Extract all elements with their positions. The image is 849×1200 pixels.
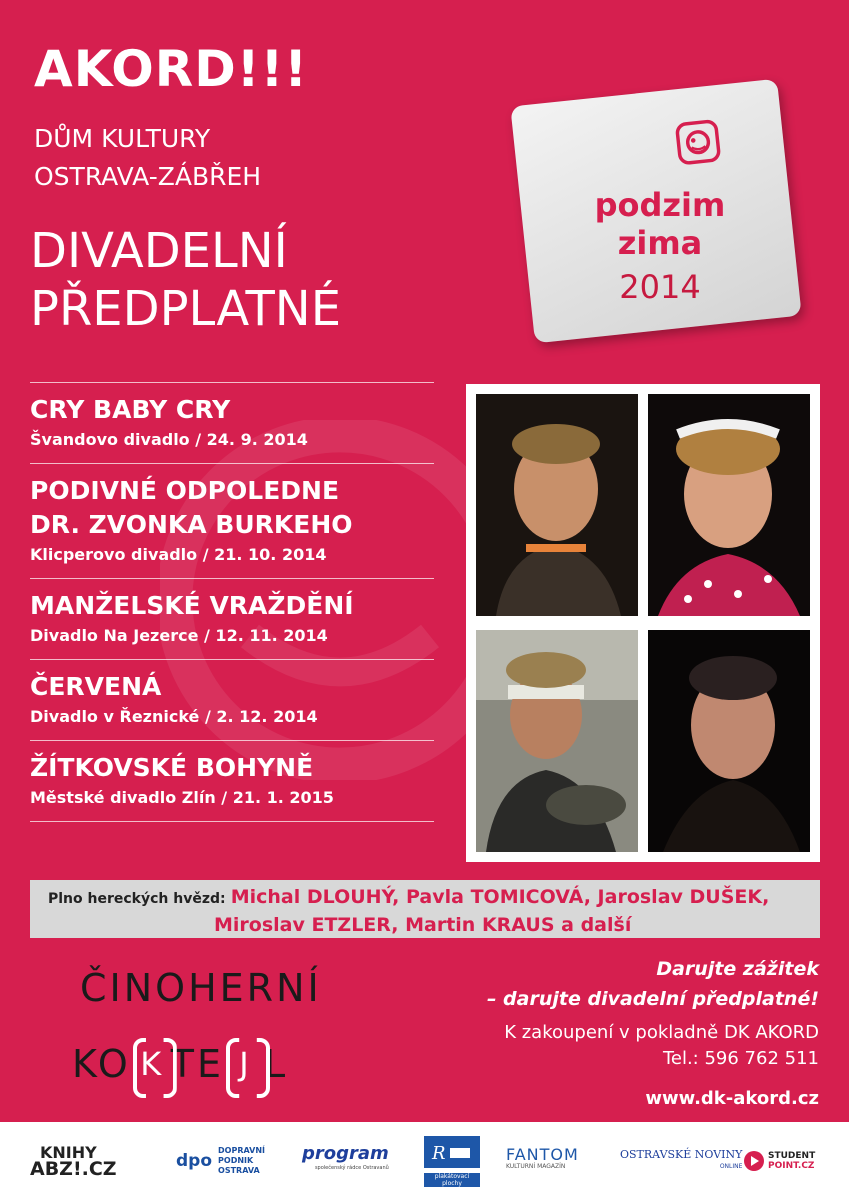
actor-photo [648, 394, 810, 616]
sponsor-program [302, 1122, 389, 1200]
theatre-mask-icon [673, 117, 724, 168]
show-title: PODIVNÉ ODPOLEDNE [30, 476, 340, 505]
sponsor-text: PODNIK [218, 1156, 254, 1165]
sponsor-fantom [506, 1122, 579, 1200]
venue-name [34, 120, 261, 196]
purchase-info [504, 1020, 819, 1072]
cast-label: Plno hereckých hvězd: [48, 891, 226, 907]
show-item [30, 740, 434, 822]
svg-text:R: R [432, 1142, 446, 1164]
show-detail: Divadlo Na Jezerce / 12. 11. 2014 [30, 626, 328, 645]
gift-slogan-line-2: – darujte divadelní předplatné! [486, 988, 819, 1010]
season-line-1: podzim [594, 186, 726, 224]
program-list [30, 382, 434, 822]
cast-names: Miroslav ETZLER, Martin KRAUS a další [214, 914, 632, 936]
sponsor-text: OSTRAVA [218, 1166, 260, 1175]
show-item [30, 578, 434, 659]
cast-row-1 [48, 884, 820, 912]
show-item [30, 659, 434, 740]
website-link[interactable]: www.dk-akord.cz [645, 1088, 819, 1109]
sponsor-text: KNIHY [40, 1143, 97, 1162]
series-title-line-1: ČINOHERNÍ [80, 966, 322, 1010]
sponsor-text: ABZ!.CZ [30, 1158, 117, 1180]
show-title-line-2: DR. ZVONKA BURKEHO [30, 510, 353, 539]
sponsor-text: společenský rádce Ostravanů [314, 1165, 389, 1171]
cast-banner [30, 880, 820, 938]
headline-line-2: PŘEDPLATNÉ [30, 281, 342, 337]
sponsor-dpo [176, 1122, 265, 1200]
series-bracket-letter: K [131, 1036, 171, 1092]
actor-photo [476, 630, 638, 852]
sponsor-text: STUDENT [768, 1151, 816, 1161]
show-title: CRY BABY CRY [30, 395, 231, 424]
actor-photo-grid [466, 384, 820, 862]
sponsor-ostravske-noviny [620, 1122, 742, 1200]
sponsor-text: program [302, 1143, 389, 1164]
show-item [30, 463, 434, 578]
sponsor-text: DOPRAVNÍ [218, 1146, 266, 1155]
sponsor-text: ONLINE [719, 1163, 743, 1170]
phone-number: Tel.: 596 762 511 [662, 1048, 819, 1069]
headline-line-1: DIVADELNÍ [30, 223, 288, 279]
series-text: TE [170, 1042, 224, 1086]
sponsor-text: OSTRAVSKÉ NOVINY [620, 1148, 743, 1161]
venue-line-1: DŮM KULTURY [34, 124, 211, 153]
sponsor-text: KULTURNÍ MAGAZÍN [506, 1163, 566, 1170]
show-title: MANŽELSKÉ VRAŽDĚNÍ [30, 591, 354, 620]
cast-names: Michal DLOUHÝ, Pavla TOMICOVÁ, Jaroslav DUŠEK, [230, 886, 770, 908]
sponsor-renomedia [424, 1122, 480, 1200]
cast-row-2 [48, 912, 820, 939]
season-year: 2014 [619, 268, 701, 306]
show-detail: Divadlo v Řeznické / 2. 12. 2014 [30, 707, 318, 726]
actor-photo [648, 630, 810, 852]
sponsor-text: dpo [176, 1151, 213, 1171]
headline [30, 222, 341, 338]
gift-slogan-line-1: Darujte zážitek [656, 958, 819, 980]
season-label [560, 186, 760, 312]
series-title-line-2 [72, 1036, 288, 1092]
play-icon [744, 1151, 764, 1171]
sponsor-text: POINT.CZ [768, 1161, 815, 1171]
show-item [30, 382, 434, 463]
sponsor-student-point [744, 1122, 815, 1200]
series-bracket-letter: J [224, 1036, 264, 1092]
sponsor-knihy-abz [30, 1122, 117, 1200]
series-text: KO [72, 1042, 131, 1086]
purchase-line: K zakoupení v pokladně DK AKORD [504, 1022, 819, 1043]
sponsor-bar [0, 1122, 849, 1200]
venue-line-2: OSTRAVA-ZÁBŘEH [34, 162, 262, 191]
show-title: ŽÍTKOVSKÉ BOHYNĚ [30, 753, 314, 782]
gift-slogan [487, 954, 819, 1014]
show-title: ČERVENÁ [30, 672, 162, 701]
show-detail: Městské divadlo Zlín / 21. 1. 2015 [30, 788, 334, 807]
season-line-2: zima [617, 224, 703, 262]
actor-photo [476, 394, 638, 616]
sponsor-text: plakátovací plochy [424, 1173, 480, 1187]
renomedia-logo-icon [424, 1136, 480, 1168]
show-detail: Švandovo divadlo / 24. 9. 2014 [30, 430, 308, 449]
show-detail: Klicperovo divadlo / 21. 10. 2014 [30, 545, 327, 564]
series-text: L [264, 1042, 289, 1086]
sponsor-text: FANTOM [506, 1145, 579, 1164]
brand-title: AKORD!!! [34, 40, 309, 98]
